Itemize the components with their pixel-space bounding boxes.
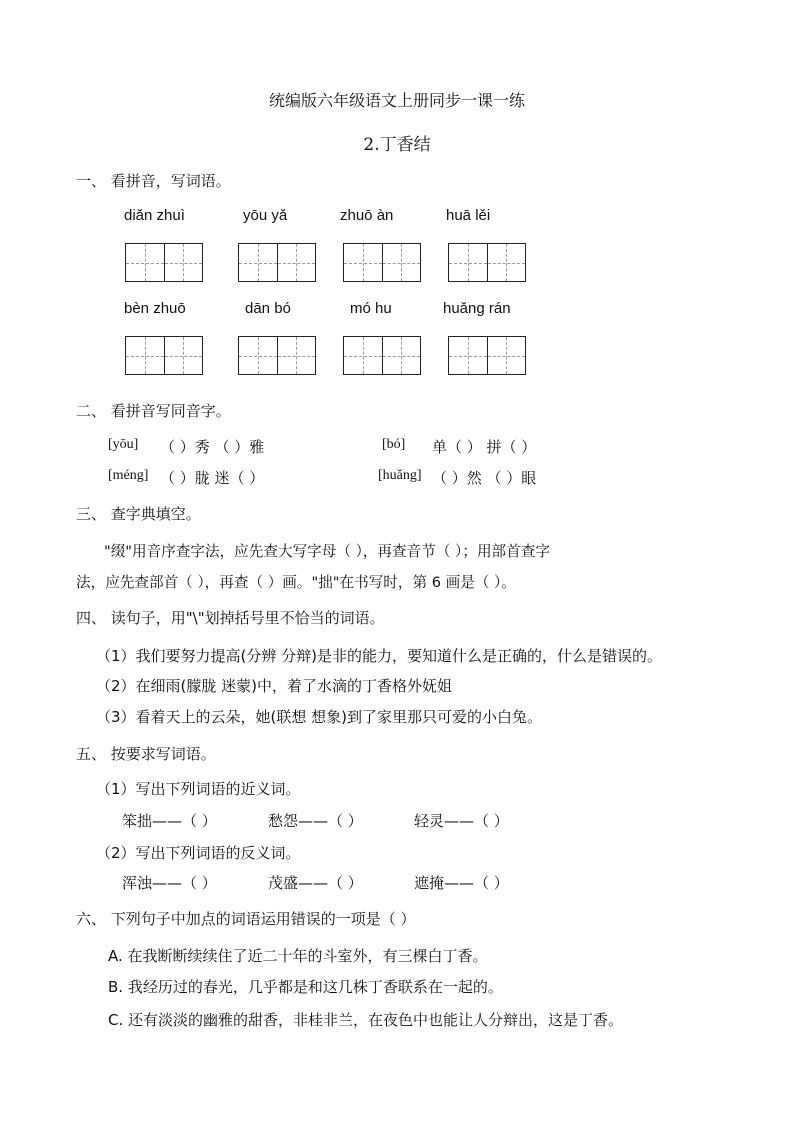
writing-grid[interactable] [343, 243, 421, 282]
pinyin-label: diǎn zhuì [124, 207, 185, 224]
lesson-title: 2.丁香结 [363, 135, 431, 155]
pinyin-label: huǎng rán [443, 300, 511, 317]
option-b: B. 我经历过的春光，几乎都是和这几株丁香联系在一起的。 [108, 978, 503, 996]
word-pair: 茂盛——（ ） [268, 874, 363, 892]
word-pair: 轻灵——（ ） [414, 812, 509, 830]
sub-question: （1）写出下列词语的近义词。 [96, 780, 301, 798]
paragraph-line: 法，应先查部首（ ），再查（ ）画。"拙"在书写时，第 6 画是（ ）。 [76, 574, 516, 591]
list-item: （3）看着天上的云朵，她(联想 想象)到了家里那只可爱的小白兔。 [96, 708, 543, 726]
word-pair: 笨拙——（ ） [122, 812, 217, 830]
option-c: C. 还有淡淡的幽雅的甜香，非桂非兰，在夜色中也能让人分辩出，这是丁香。 [108, 1011, 624, 1029]
pinyin-bracket: [méng] [108, 468, 149, 483]
writing-grid[interactable] [125, 243, 203, 282]
fill-in-line: （ ）胧 迷（ ） [160, 469, 265, 487]
option-a: A. 在我断断续续住了近二十年的斗室外，有三棵白丁香。 [108, 947, 488, 965]
word-pair: 浑浊——（ ） [122, 874, 217, 892]
fill-in-line: （ ）秀 （ ）雅 [160, 438, 265, 456]
section-3-heading: 三、 查字典填空。 [76, 505, 201, 523]
pinyin-bracket: [huǎng] [378, 468, 422, 483]
list-item: （1）我们要努力提高(分辨 分辩)是非的能力，要知道什么是正确的，什么是错误的。 [96, 647, 663, 665]
pinyin-label: dān bó [245, 300, 291, 317]
pinyin-label: mó hu [350, 300, 392, 317]
list-item: （2）在细雨(朦胧 迷蒙)中，着了水滴的丁香格外妩姐 [96, 677, 453, 695]
writing-grid[interactable] [448, 243, 526, 282]
pinyin-bracket: [bó] [382, 437, 406, 452]
word-pair: 遮掩——（ ） [414, 874, 509, 892]
page-title: 统编版六年级语文上册同步一课一练 [268, 91, 525, 110]
pinyin-bracket: [yōu] [108, 437, 139, 452]
word-pair: 愁怨——（ ） [268, 812, 363, 830]
section-5-heading: 五、 按要求写词语。 [76, 745, 216, 763]
writing-grid[interactable] [238, 336, 316, 375]
pinyin-label: zhuō àn [340, 207, 394, 224]
section-4-heading: 四、 读句子，用"\"划掉括号里不恰当的词语。 [76, 609, 385, 627]
paragraph-line: "缀"用音序查字法，应先查大写字母（ ），再查音节（ ）；用部首查字 [104, 543, 550, 560]
writing-grid[interactable] [238, 243, 316, 282]
section-2-heading: 二、 看拼音写同音字。 [76, 402, 231, 420]
pinyin-label: bèn zhuō [124, 300, 186, 317]
writing-grid[interactable] [448, 336, 526, 375]
fill-in-line: （ ）然 （ ）眼 [432, 469, 537, 487]
section-1-heading: 一、 看拼音，写词语。 [76, 172, 231, 190]
fill-in-line: 单（ ） 拼（ ） [432, 438, 537, 456]
pinyin-label: huā lěi [446, 207, 491, 224]
writing-grid[interactable] [343, 336, 421, 375]
pinyin-label: yōu yǎ [243, 207, 288, 224]
sub-question: （2）写出下列词语的反义词。 [96, 844, 301, 862]
writing-grid[interactable] [125, 336, 203, 375]
section-6-heading: 六、 下列句子中加点的词语运用错误的一项是（ ） [76, 910, 416, 928]
